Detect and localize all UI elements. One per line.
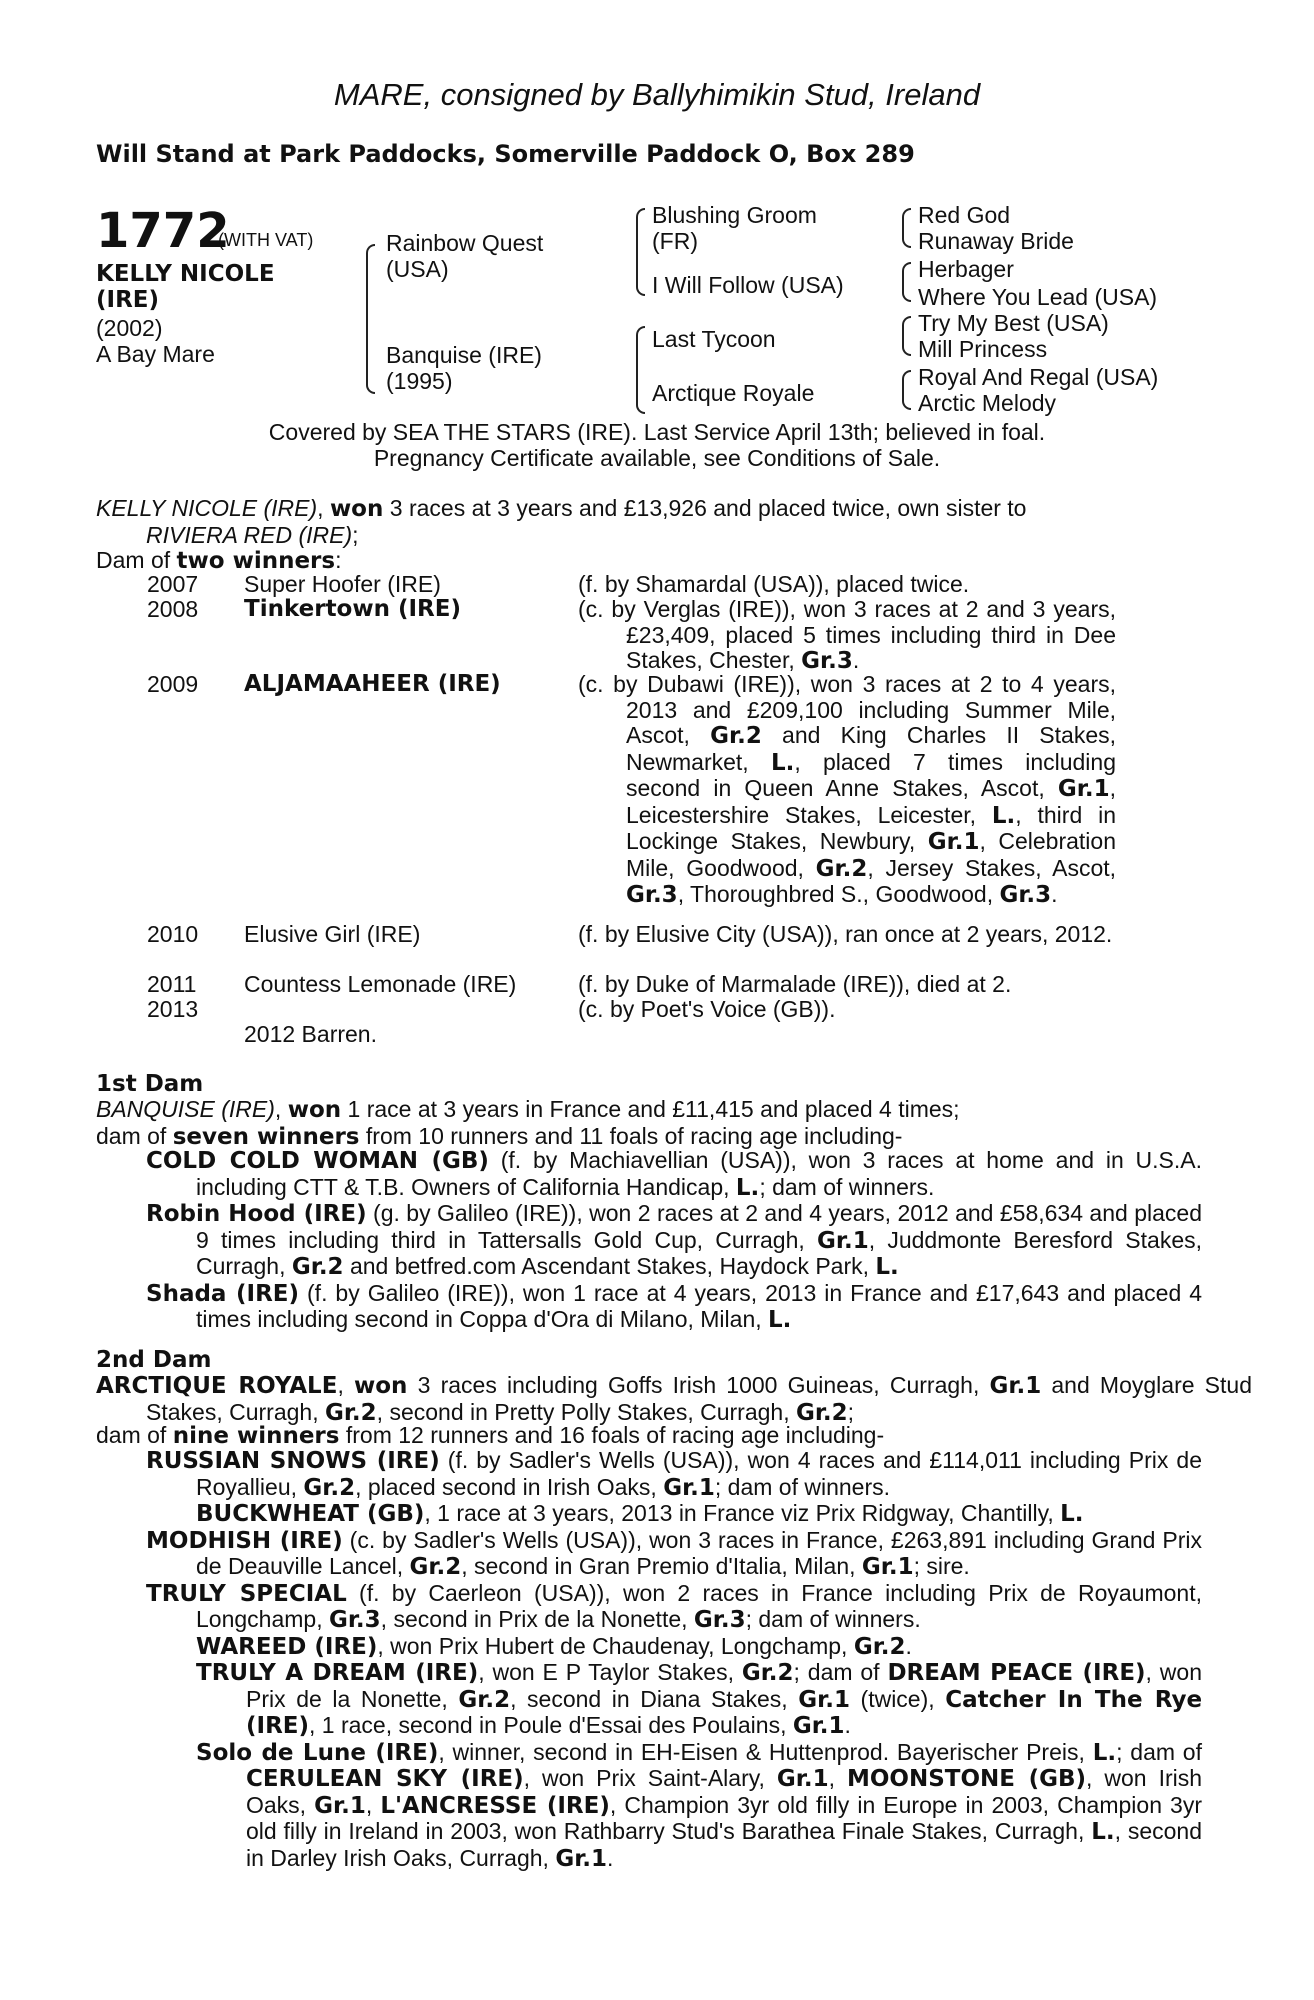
dam-record: 3 races including Goffs Irish 1000 Guineas, Curragh, [407,1372,980,1398]
grade: Gr.1 [817,1227,869,1254]
horse-year: (2002) [96,315,163,341]
grade: L. [875,1254,899,1280]
dam-dam-sire: Royal And Regal (USA) [918,364,1159,390]
grade: Gr.2 [303,1474,356,1501]
foal-record: (c. by Poet's Voice (GB)). [578,996,836,1022]
second-dam-summary [96,1423,1202,1450]
grade: Gr.3 [999,882,1052,908]
sire-sire: Blushing Groom [652,202,817,228]
produce-name: TRULY SPECIAL [146,1580,347,1607]
grade: L. [770,749,795,776]
produce-name: Catcher In The Rye (IRE) [246,1686,1203,1739]
pedigree-brace [366,244,375,394]
sister-name: RIVIERA RED (IRE) [146,521,353,548]
record-text: , placed 7 times including second in Queen Anne Stakes, Ascot, [626,748,1117,801]
colon: : [335,547,342,573]
produce-record: (twice), [849,1685,935,1712]
dam-name: Banquise (IRE) [386,342,542,368]
produce-record: , Juddmonte Beresford Stakes, Curragh, [196,1226,1203,1279]
sire-dam-dam: Where You Lead (USA) [918,284,1158,310]
dam-year: (1995) [386,368,453,394]
dam-sire-sire: Try My Best (USA) [918,310,1109,336]
grade: Gr.2 [291,1254,344,1280]
lot-number: 1772 [96,203,230,259]
grade: L. [1092,1739,1117,1766]
page-title: MARE, consigned by Ballyhimikin Stud, Ireland [333,77,981,112]
horse-description: A Bay Mare [96,341,215,367]
produce-name: COLD COLD WOMAN (GB) [146,1148,489,1174]
grade: L. [768,1307,792,1333]
winners-count: seven winners [172,1123,360,1150]
list-item [146,1501,1202,1528]
dam-record: ; [847,1398,855,1425]
dam-of-label: Dam of [96,547,171,573]
foal-record-text: (c. by Verglas (IRE)), won 3 races at 2 and 3 years, £23,409, placed 5 times including third in Dee Stakes, Chester, [578,596,1116,673]
record-text: , Leicestershire Stakes, Leicester, [626,775,1116,828]
sire-country: (USA) [386,256,449,282]
grade: Gr.2 [409,1554,462,1580]
grade: Gr.2 [741,1660,794,1686]
grade: Gr.1 [927,829,980,855]
grade: Gr.2 [324,1399,377,1426]
sire-dam-sire: Herbager [918,256,1014,282]
produce-name: MOONSTONE (GB) [846,1766,1087,1792]
grade: Gr.1 [989,1373,1042,1399]
certificate-note: Pregnancy Certificate available, see Conditions of Sale. [373,445,941,471]
dam-dam-dam: Arctic Melody [918,390,1057,416]
covered-note: Covered by SEA THE STARS (IRE). Last Service April 13th; believed in foal. [268,419,1046,445]
produce-name: Solo de Lune (IRE) [196,1739,439,1766]
produce-record: ; sire. [913,1553,970,1579]
dam-record: , second in Pretty Polly Stakes, Curragh, [376,1398,790,1425]
foal-record [578,597,1116,675]
grade: Gr.3 [693,1607,746,1633]
dam-sire: Last Tycoon [652,326,776,352]
grade: Gr.2 [710,723,762,749]
produce-record: . [607,1844,614,1871]
produce-name: WAREED (IRE) [196,1633,378,1660]
stand-location: Will Stand at Park Paddocks, Somerville Paddock O, Box 289 [96,140,915,168]
second-dam-paragraph: ARCTIQUE ROYALE, won 3 races including Goffs Irish 1000 Guineas, Curragh, Gr.1 and Moyglare Stud Stakes, Curragh, Gr.2, second in Pretty Polly Stakes, Curragh, Gr.2; [96,1372,1252,1426]
won-label: won [287,1097,342,1123]
pedigree-brace [636,326,645,414]
grade: Gr.1 [1057,776,1110,802]
dam-record: from 12 runners and 16 foals of racing age including- [339,1422,885,1448]
dam-name: ARCTIQUE ROYALE [96,1373,338,1399]
grade: Gr.2 [853,1633,906,1660]
foal-year: 2010 [147,921,199,947]
produce-name: CERULEAN SKY (IRE) [246,1766,524,1792]
intro-paragraph: KELLY NICOLE (IRE), won 3 races at 3 years and £13,926 and placed twice, own sister to RIVIERA RED (IRE); Dam of two winners: [96,495,1027,574]
record-text: and King Charles II Stakes, Newmarket, [626,722,1117,775]
pedigree-brace [902,262,911,302]
produce-record: , won Prix Hubert de Chaudenay, Longchamp, [377,1632,848,1659]
produce-name: Robin Hood (IRE) [146,1201,367,1227]
grade: Gr.1 [798,1686,850,1713]
produce-record: and betfred.com Ascendant Stakes, Haydock Park, [343,1253,870,1279]
foal-name: Tinkertown (IRE) [244,596,461,622]
foal-year: 2011 [147,971,197,997]
grade: Gr.1 [555,1845,608,1872]
grade: Gr.2 [458,1686,511,1713]
list-item [146,1281,1202,1334]
produce-name: MODHISH (IRE) [146,1527,343,1554]
produce-record: , Champion 3yr old filly in Europe in 2003, Champion 3yr old filly in Ireland in 2003, won Rathbarry Stud's Barathea Finale Stakes, Curragh, [246,1791,1203,1844]
sire-sire-country: (FR) [652,228,698,254]
intro-text: 3 races at 3 years and £13,926 and placed twice, own sister to [383,495,1027,521]
grade: Gr.1 [314,1792,366,1819]
grade: L. [1091,1819,1115,1845]
grade: Gr.1 [663,1474,715,1501]
grade: Gr.2 [815,855,868,882]
foal-name: Super Hoofer (IRE) [244,571,441,597]
horse-country: (IRE) [96,287,160,313]
record-text: . [1051,881,1058,907]
sire-sire-dam: Runaway Bride [918,228,1074,254]
produce-record: ; dam of winners. [714,1473,891,1500]
record-text: , Celebration Mile, Goodwood, [626,828,1116,881]
record-text: , Thoroughbred S., Goodwood, [677,881,994,907]
produce-record: , 1 race, second in Poule d'Essai des Poulains, [309,1712,787,1738]
list-item [146,1660,1202,1740]
dam-name: BANQUISE (IRE) [96,1096,275,1122]
produce-record: , won Irish Oaks, [246,1765,1203,1818]
record-text: (c. by Dubawi (IRE)), won 3 races at 2 to 4 years, 2013 and £209,100 including Summer Mile, Ascot, [578,671,1116,748]
produce-record: , [828,1765,835,1791]
pedigree-brace [902,316,911,356]
first-dam-paragraph: BANQUISE (IRE), won 1 race at 3 years in France and £11,415 and placed 4 times; dam of seven winners from 10 runners and 11 foals of racing age including- [96,1096,960,1150]
foal-record [578,922,1116,948]
produce-record: . [844,1712,851,1738]
foal-record: (f. by Duke of Marmalade (IRE)), died at 2. [578,971,1012,997]
grade: Gr.1 [861,1554,914,1580]
foal-name: Elusive Girl (IRE) [244,921,421,947]
grade: L. [735,1174,760,1201]
pedigree-brace [902,208,911,248]
sire-name: Rainbow Quest [386,230,544,256]
grade: L. [991,802,1016,829]
dam-of-label: dam of [96,1422,167,1448]
produce-record: , won Prix Saint-Alary, [523,1765,765,1791]
first-dam-heading: 1st Dam [96,1071,204,1097]
produce-record: ; dam of winners. [745,1606,921,1632]
foal-record [578,672,1116,909]
list-item [146,1581,1202,1634]
pedigree-brace [636,208,645,296]
list-item [146,1448,1202,1501]
list-item [146,1740,1202,1873]
produce-record: , second in Prix de la Nonette, [380,1606,688,1632]
foal-year: 2013 [147,996,199,1022]
produce-name: Shada (IRE) [146,1280,300,1307]
list-item [146,1634,1202,1661]
grade: L. [1060,1501,1084,1527]
foal-name: ALJAMAAHEER (IRE) [244,671,501,697]
sister-end: ; [352,521,359,548]
foal-name: Countess Lemonade (IRE) [244,971,517,997]
grade: Gr.3 [626,882,678,908]
foal-year: 2008 [147,596,199,622]
pedigree-brace [902,370,911,410]
second-dam-heading: 2nd Dam [96,1347,212,1373]
produce-record: , won E P Taylor Stakes, [478,1659,734,1685]
sire-dam: I Will Follow (USA) [652,272,844,298]
produce-record: , winner, second in EH-Eisen & Huttenprod. Bayerischer Preis, [438,1738,1085,1765]
record-text: , third in Lockinge Stakes, Newbury, [626,801,1116,854]
produce-record: (f. by Galileo (IRE)), won 1 race at 4 years, 2013 in France and £17,643 and placed 4 times including second in Coppa d'Ora di Milano, Milan, [196,1279,1202,1332]
produce-name: DREAM PEACE (IRE) [887,1660,1146,1686]
second-dam-produce [146,1448,1202,1872]
list-item [146,1148,1202,1201]
produce-record: ; dam of winners. [759,1173,935,1200]
winners-count: two winners [176,548,336,574]
produce-record: , 1 race at 3 years, 2013 in France viz Prix Ridgway, Chantilly, [424,1500,1054,1526]
foal-record-text: (f. by Elusive City (USA)), ran once at 2 years, 2012. [578,921,1113,947]
foal-year: 2009 [147,671,199,697]
foal-year: 2007 [147,571,199,597]
list-item [146,1528,1202,1581]
record-text: , Jersey Stakes, Ascot, [867,854,1117,881]
grade: Gr.3 [801,648,853,674]
grade: Gr.2 [795,1399,848,1426]
list-item [146,1201,1202,1281]
winners-count: nine winners [172,1423,340,1449]
produce-record: , placed second in Irish Oaks, [355,1473,657,1500]
produce-name: L'ANCRESSE (IRE) [380,1792,610,1819]
produce-name: TRULY A DREAM (IRE) [196,1660,479,1686]
won-label: won [329,496,384,522]
produce-record: (f. by Caerleon (USA)), won 2 races in France including Prix de Royaumont, Longchamp, [196,1579,1202,1632]
produce-record: , won Prix de la Nonette, [246,1659,1202,1712]
won-label: won [354,1373,408,1399]
produce-record: , [365,1791,373,1818]
period: . [852,647,860,673]
grade: Gr.1 [776,1766,829,1792]
produce-record: ; dam of [793,1659,880,1685]
produce-record: , second in Diana Stakes, [510,1685,788,1712]
produce-record: , second in Gran Premio d'Italia, Milan, [461,1553,856,1579]
produce-record: . [905,1632,912,1659]
dam-record: and Moyglare Stud Stakes, Curragh, [146,1372,1252,1425]
produce-record: ; dam of [1116,1738,1202,1765]
produce-name: BUCKWHEAT (GB) [196,1501,425,1527]
produce-name: RUSSIAN SNOWS (IRE) [146,1448,440,1474]
horse-name: KELLY NICOLE [96,261,275,287]
produce-record: (c. by Sadler's Wells (USA)), won 3 races in France, £263,891 including Grand Prix de Deauville Lancel, [196,1526,1202,1579]
grade: Gr.1 [792,1713,845,1739]
dam-sire-dam: Mill Princess [918,336,1048,362]
produce-record: , second in Darley Irish Oaks, Curragh, [246,1818,1203,1871]
dam-of-label: dam of [96,1122,167,1149]
produce-record: (f. by Sadler's Wells (USA)), won 4 races and £114,011 including Prix de Royallieu, [196,1447,1202,1500]
dam-dam: Arctique Royale [652,380,815,406]
dam-record: from 10 runners and 11 foals of racing age including- [359,1122,903,1149]
sire-sire-sire: Red God [918,202,1011,228]
vat-label: (WITH VAT) [218,230,314,250]
first-dam-produce [146,1148,1202,1334]
dam-record: 1 race at 3 years in France and £11,415 and placed 4 times; [341,1096,960,1122]
produce-record: (g. by Galileo (IRE)), won 2 races at 2 and 4 years, 2012 and £58,634 and placed 9 times including third in Tattersalls Gold Cup, Curragh, [196,1200,1202,1253]
barren-note: 2012 Barren. [244,1021,377,1047]
horse-name-ref: KELLY NICOLE (IRE) [96,495,318,521]
grade: Gr.3 [328,1607,381,1633]
produce-record: (f. by Machiavellian (USA)), won 3 races at home and in U.S.A. including CTT & T.B. Owners of California Handicap, [196,1147,1202,1200]
foal-record: (f. by Shamardal (USA)), placed twice. [578,571,970,597]
